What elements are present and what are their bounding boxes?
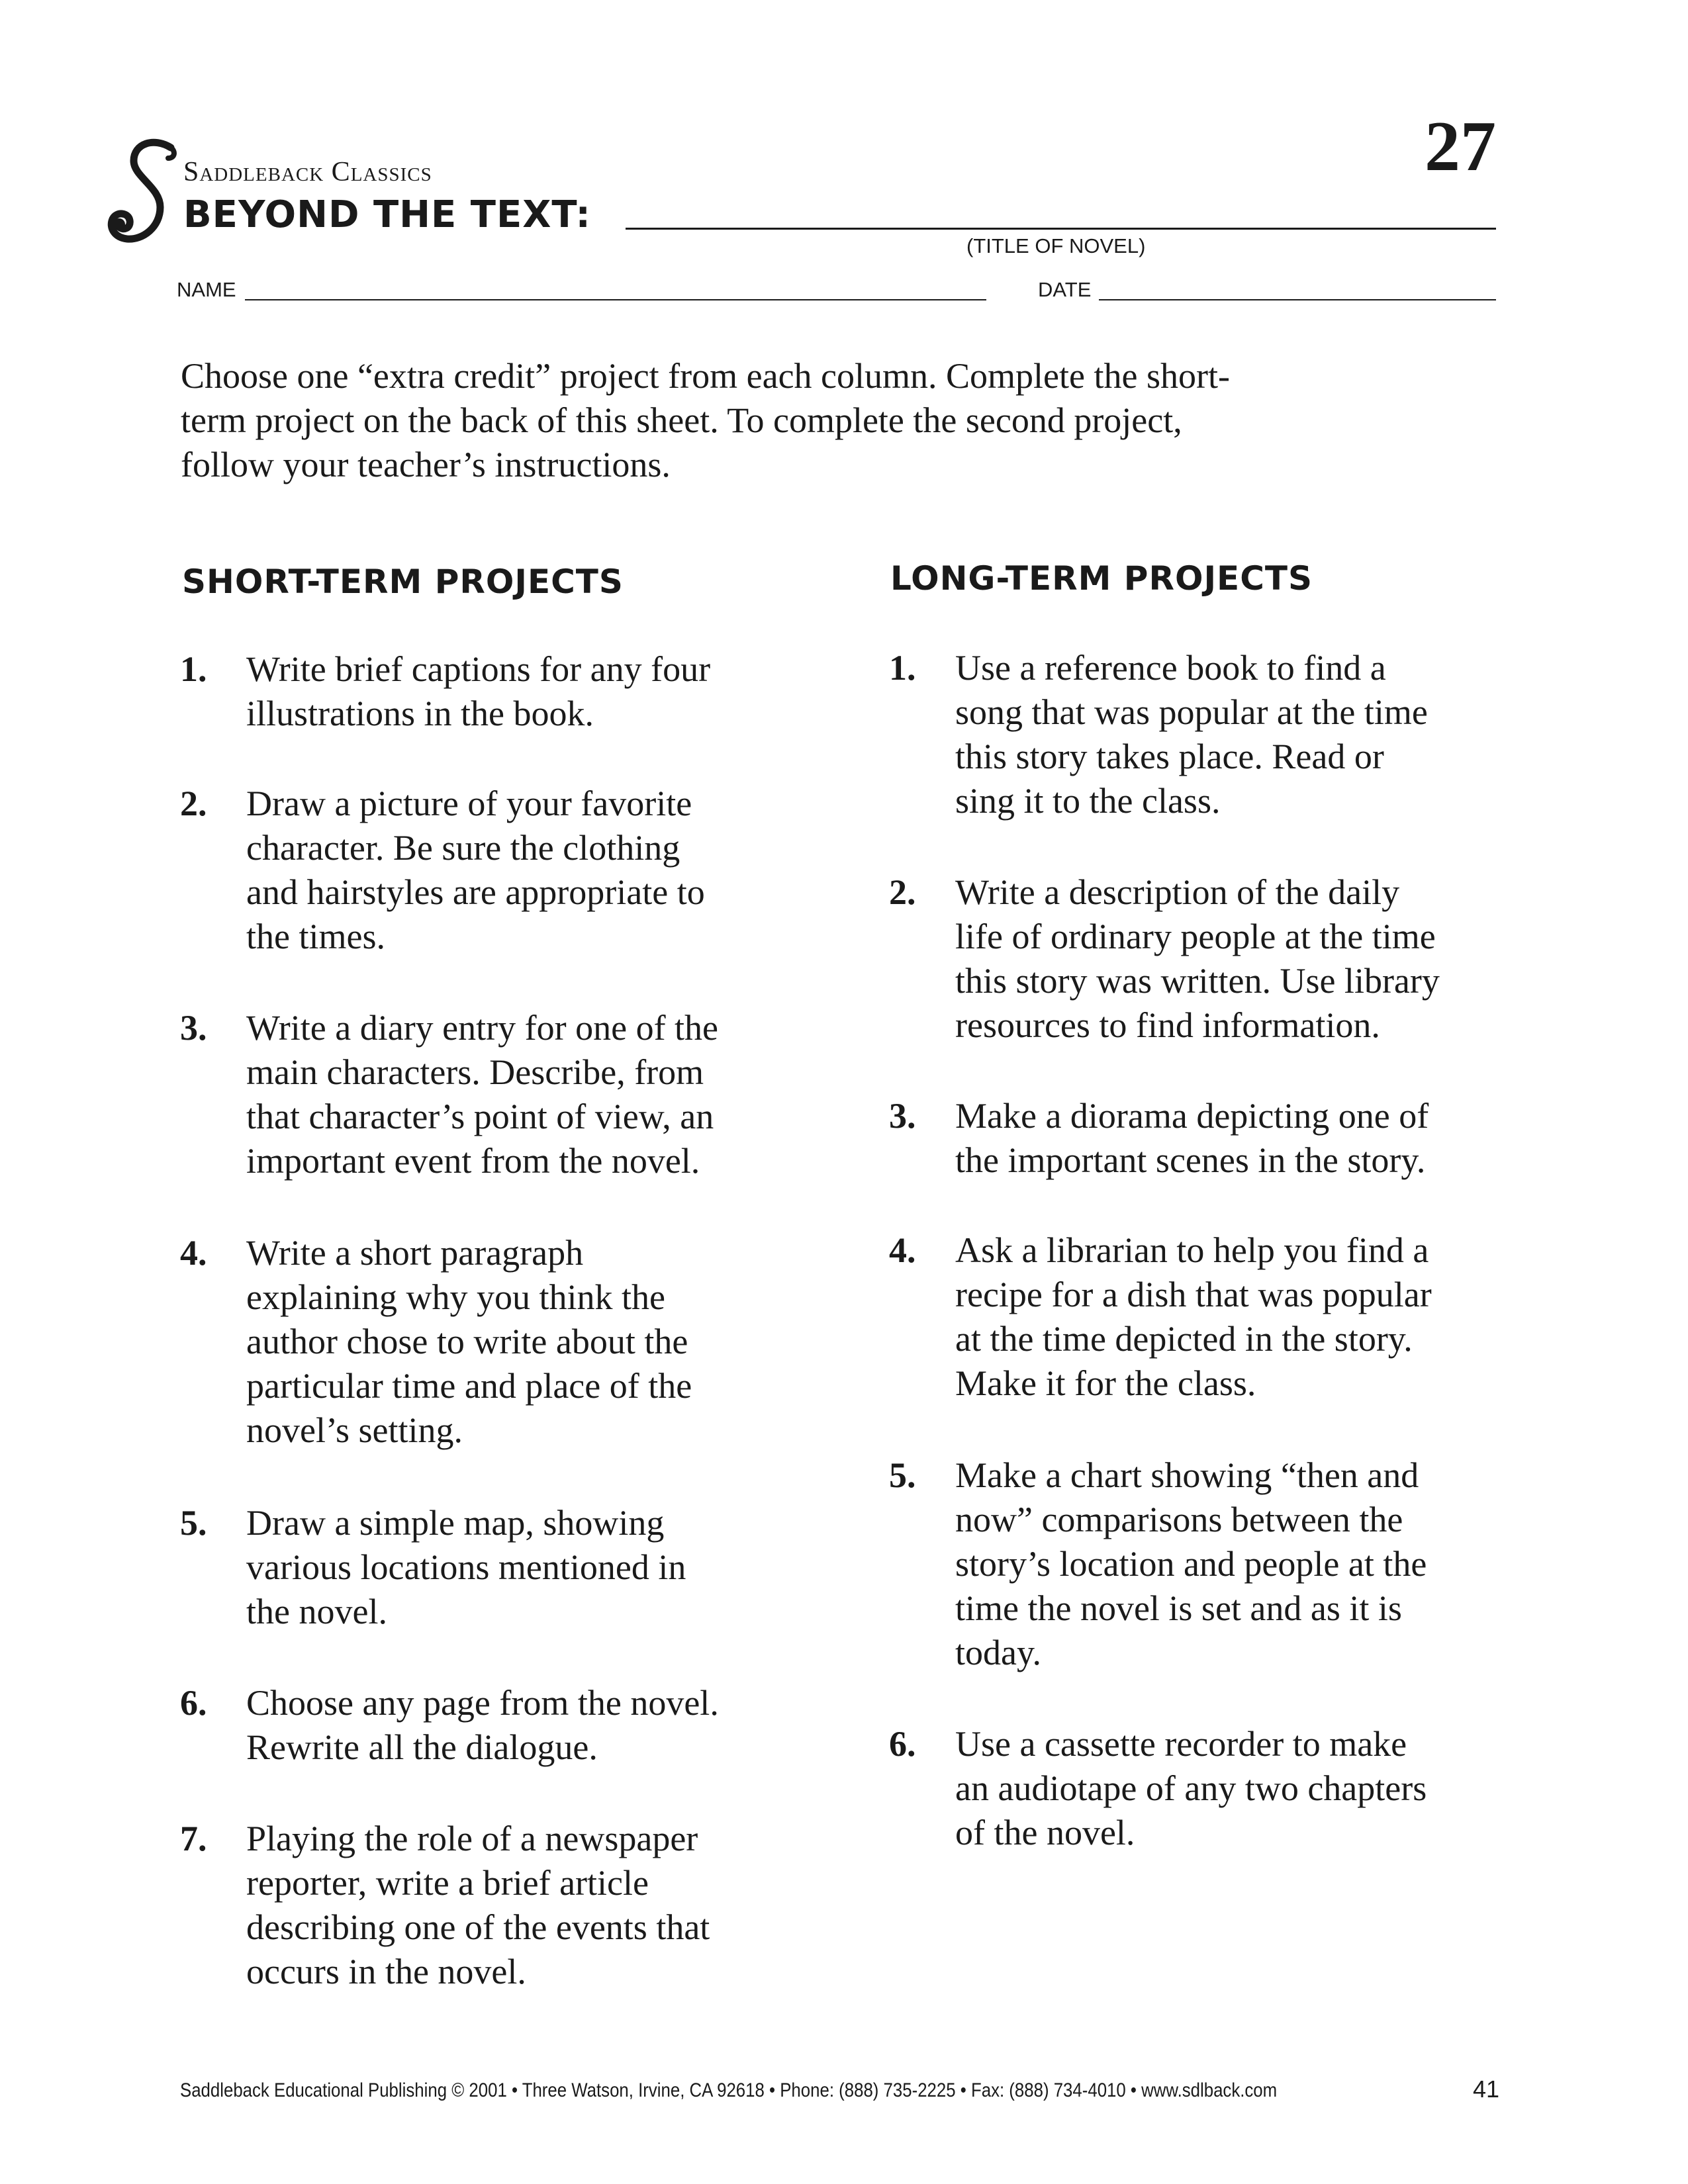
item-line: Draw a picture of your favorite [246,784,692,823]
item-number: 1. [180,649,207,689]
item-line: this story was written. Use library [955,961,1440,1001]
item-number: 4. [180,1233,207,1273]
item-line: Write a short paragraph [246,1233,584,1273]
short-term-heading: SHORT-TERM PROJECTS [182,563,624,601]
item-line: Write brief captions for any four [246,649,711,689]
name-field-line [245,299,986,300]
item-line: Rewrite all the dialogue. [246,1727,598,1767]
item-line: Use a reference book to find a [955,648,1386,688]
item-number: 5. [180,1503,207,1543]
item-line: Make a diorama depicting one of [955,1096,1429,1136]
item-line: recipe for a dish that was popular [955,1275,1432,1314]
item-line: important event from the novel. [246,1141,700,1181]
instructions-line: Choose one “extra credit” project from each column. Complete the short- [181,356,1230,396]
item-line: Playing the role of a newspaper [246,1819,698,1858]
item-line: Write a description of the daily [955,872,1400,912]
item-line: and hairstyles are appropriate to [246,872,705,912]
item-line: today. [955,1633,1041,1672]
instructions-line: term project on the back of this sheet. To complete the second project, [181,400,1182,440]
item-line: time the novel is set and as it is [955,1588,1402,1628]
long-term-heading: LONG-TERM PROJECTS [890,559,1313,598]
item-line: explaining why you think the [246,1277,665,1317]
item-number: 5. [889,1455,916,1495]
item-line: of the novel. [955,1813,1135,1852]
instructions-line: follow your teacher’s instructions. [181,445,671,484]
item-line: now” comparisons between the [955,1500,1403,1539]
item-line: sing it to the class. [955,781,1221,821]
item-line: at the time depicted in the story. [955,1319,1413,1359]
publisher-footer: Saddleback Educational Publishing © 2001 • Three Watson, Irvine, CA 92618 • Phone: (888) 735-2225 • Fax: (888) 734-4010 • www.sdlback.com [180,2079,1278,2101]
item-line: story’s location and people at the [955,1544,1427,1584]
item-line: the times. [246,917,385,956]
item-number: 6. [889,1724,916,1764]
item-line: the novel. [246,1592,387,1631]
novel-title-caption: (TITLE OF NOVEL) [966,234,1146,257]
item-line: the important scenes in the story. [955,1140,1426,1180]
item-number: 3. [180,1008,207,1048]
item-line: describing one of the events that [246,1907,710,1947]
item-line: Ask a librarian to help you find a [955,1230,1429,1270]
item-line: that character’s point of view, an [246,1097,714,1136]
worksheet-title: BEYOND THE TEXT: [183,193,591,236]
item-number: 2. [889,872,916,912]
worksheet-number: 27 [1425,107,1496,186]
item-line: author chose to write about the [246,1322,688,1361]
saddleback-logo [99,136,192,248]
item-number: 3. [889,1096,916,1136]
date-field-line [1099,299,1496,300]
novel-title-line [626,228,1496,230]
series-name: Saddleback Classics [183,157,432,187]
item-line: Make a chart showing “then and [955,1455,1419,1495]
page-number: 41 [1472,2075,1499,2103]
item-number: 4. [889,1230,916,1270]
item-line: illustrations in the book. [246,694,594,733]
item-line: Write a diary entry for one of the [246,1008,719,1048]
item-line: reporter, write a brief article [246,1863,649,1903]
item-number: 2. [180,784,207,823]
item-line: main characters. Describe, from [246,1052,704,1092]
item-line: Choose any page from the novel. [246,1683,719,1723]
item-line: Make it for the class. [955,1363,1256,1403]
item-number: 1. [889,648,916,688]
item-line: an audiotape of any two chapters [955,1768,1427,1808]
name-label: NAME [177,278,236,301]
item-line: life of ordinary people at the time [955,917,1436,956]
item-line: novel’s setting. [246,1410,463,1450]
item-line: various locations mentioned in [246,1547,686,1587]
instructions [181,354,1438,487]
item-line: song that was popular at the time [955,692,1428,732]
item-line: character. Be sure the clothing [246,828,680,868]
item-line: occurs in the novel. [246,1952,526,1991]
item-line: Draw a simple map, showing [246,1503,665,1543]
item-number: 6. [180,1683,207,1723]
item-number: 7. [180,1819,207,1858]
item-line: this story takes place. Read or [955,737,1384,776]
date-label: DATE [1038,278,1092,301]
item-line: resources to find information. [955,1005,1380,1045]
item-line: particular time and place of the [246,1366,692,1406]
item-line: Use a cassette recorder to make [955,1724,1407,1764]
